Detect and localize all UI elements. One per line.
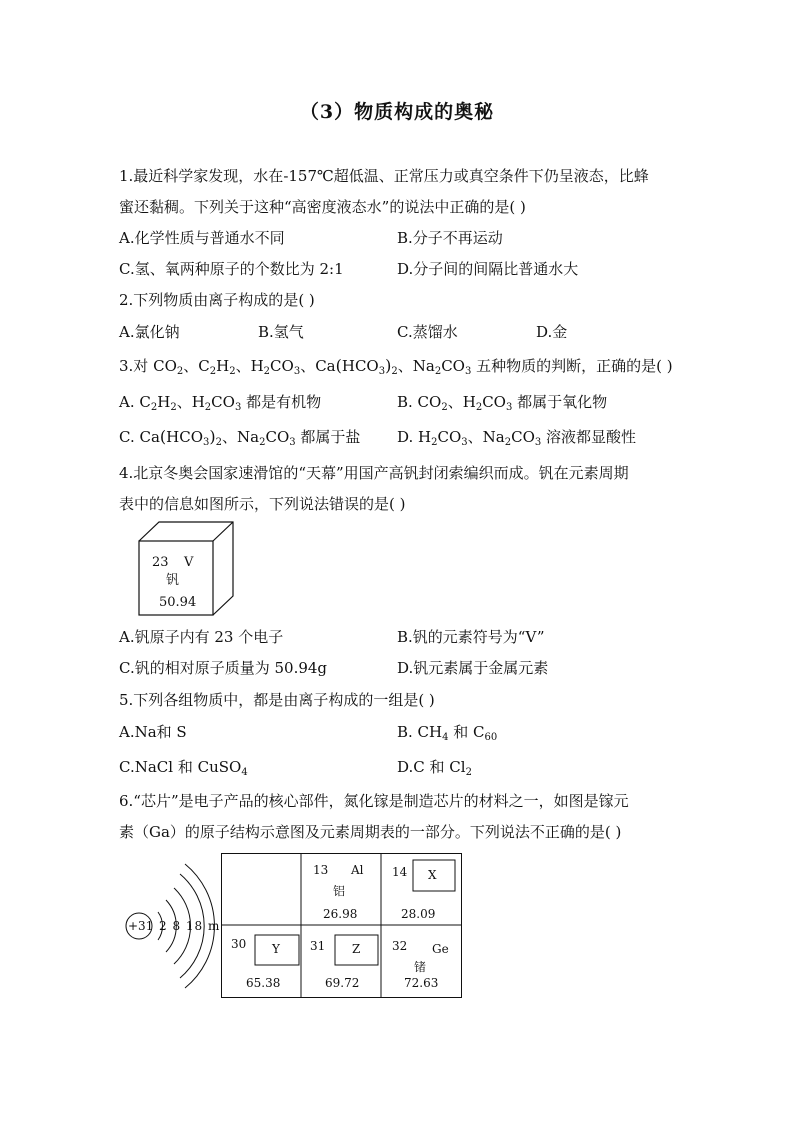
q3-prefix: 3.对 [119,357,149,375]
q2-option-b[interactable]: B.氢气 [258,323,304,341]
q4-stem-line2: 表中的信息如图所示，下列说法错误的是( ) [119,495,406,513]
q3-formulas: $CO_2$、$C_2H_2$、$H_2CO_3$、$Ca(HCO_3)_2$、$Na_2CO_3$ [153,356,472,377]
q3-option-a-text: 都是有机物 [246,393,322,411]
cell-z-number: 31 [310,939,326,953]
q3-stem [119,356,673,376]
cell-x-symbol: X [428,868,437,882]
q4-option-c[interactable]: C.钒的相对原子质量为 50.94g [119,659,328,677]
cell-ge-number: 32 [392,939,408,953]
cube-symbol: V [184,555,194,570]
cell-y-symbol: Y [272,942,280,956]
q3-suffix: 五种物质的判断，正确的是( ) [476,357,673,375]
cell-al-mass: 26.98 [323,907,358,921]
q3-option-d[interactable]: D. $H_2CO_3$、$Na_2CO_3$ 溶液都显酸性 [397,428,637,448]
q1-option-b[interactable]: B.分子不再运动 [397,229,503,247]
cell-z-symbol: Z [352,942,361,956]
q2-option-d[interactable]: D.金 [536,323,568,341]
q6-stem-line1: 6.“芯片”是电子产品的核心部件，氮化镓是制造芯片的材料之一，如图是镓元 [119,792,629,810]
q3-option-d-text: 溶液都显酸性 [546,428,637,446]
q3-option-b[interactable]: B. $CO_2$、$H_2CO_3$ 都属于氧化物 [397,393,608,413]
q5-option-d-pre: D.C 和 Cl [397,758,466,776]
cell-y-number: 30 [231,937,247,951]
q4-option-b[interactable]: B.钒的元素符号为“V” [397,628,545,646]
q4-option-a[interactable]: A.钒原子内有 23 个电子 [119,628,284,646]
cell-al-symbol: Al [351,863,364,877]
q1-option-d[interactable]: D.分子间的间隔比普通水大 [397,260,579,278]
q5-option-b[interactable]: B. $CH_4$ 和 $C_{60}$ [397,723,498,743]
q3-option-c-text: 都属于盐 [300,428,361,446]
cell-ge-mass: 72.63 [404,976,439,990]
page-title: （3）物质构成的奥秘 [299,101,495,123]
q3-option-a[interactable]: A. $C_2H_2$、$H_2CO_3$ 都是有机物 [119,393,322,413]
cell-ge-symbol: Ge [432,942,449,956]
cube-atomic-number: 23 [152,555,169,570]
cell-y-mass: 65.38 [246,976,281,990]
gallium-atom-structure-diagram [122,860,222,990]
q5-option-a[interactable]: A.Na和 S [119,723,187,741]
q1-stem-line1: 1.最近科学家发现，水在-157℃超低温、正常压力或真空条件下仍呈液态，比蜂 [119,167,649,185]
cell-ge-name: 锗 [414,960,427,974]
q4-option-d[interactable]: D.钒元素属于金属元素 [397,659,549,677]
atom-shell-electrons: 2 8 18 m [159,919,221,933]
cell-x-number: 14 [392,865,408,879]
q2-option-a[interactable]: A.氯化钠 [119,323,180,341]
q5-option-c-pre: C.NaCl 和 CuSO [119,758,242,776]
q3-option-b-text: 都属于氧化物 [517,393,608,411]
q3-option-c[interactable]: C. $Ca(HCO_3)_2$、$Na_2CO_3$ 都属于盐 [119,427,361,448]
q5-option-d[interactable]: D.C 和 $Cl_2$ [397,758,472,778]
q2-stem: 2.下列物质由离子构成的是( ) [119,291,315,309]
cell-al-name: 铝 [333,884,346,898]
q1-option-a[interactable]: A.化学性质与普通水不同 [119,229,285,247]
cell-al-number: 13 [313,863,329,877]
q1-option-c[interactable]: C.氢、氧两种原子的个数比为 2:1 [119,260,344,278]
cell-x-mass: 28.09 [401,907,436,921]
q5-stem: 5.下列各组物质中，都是由离子构成的一组是( ) [119,691,435,709]
q1-stem-line2: 蜜还黏稠。下列关于这种“高密度液态水”的说法中正确的是( ) [119,198,526,216]
cell-z-mass: 69.72 [325,976,360,990]
q6-stem-line2: 素（Ga）的原子结构示意图及元素周期表的一部分。下列说法不正确的是( ) [119,823,622,841]
vanadium-element-cube [138,521,238,617]
cube-mass: 50.94 [159,595,197,610]
q2-option-c[interactable]: C.蒸馏水 [397,323,458,341]
q5-option-b-mid: 和 C [453,723,485,741]
q5-option-b-pre: B. CH [397,723,443,741]
cube-name: 钒 [166,573,180,588]
q4-stem-line1: 4.北京冬奥会国家速滑馆的“天幕”用国产高钒封闭索编织而成。钒在元素周期 [119,464,629,482]
atom-nucleus-charge: +31 [128,919,154,933]
q5-option-c[interactable]: C.NaCl 和 CuSO$_4$ [119,758,248,778]
